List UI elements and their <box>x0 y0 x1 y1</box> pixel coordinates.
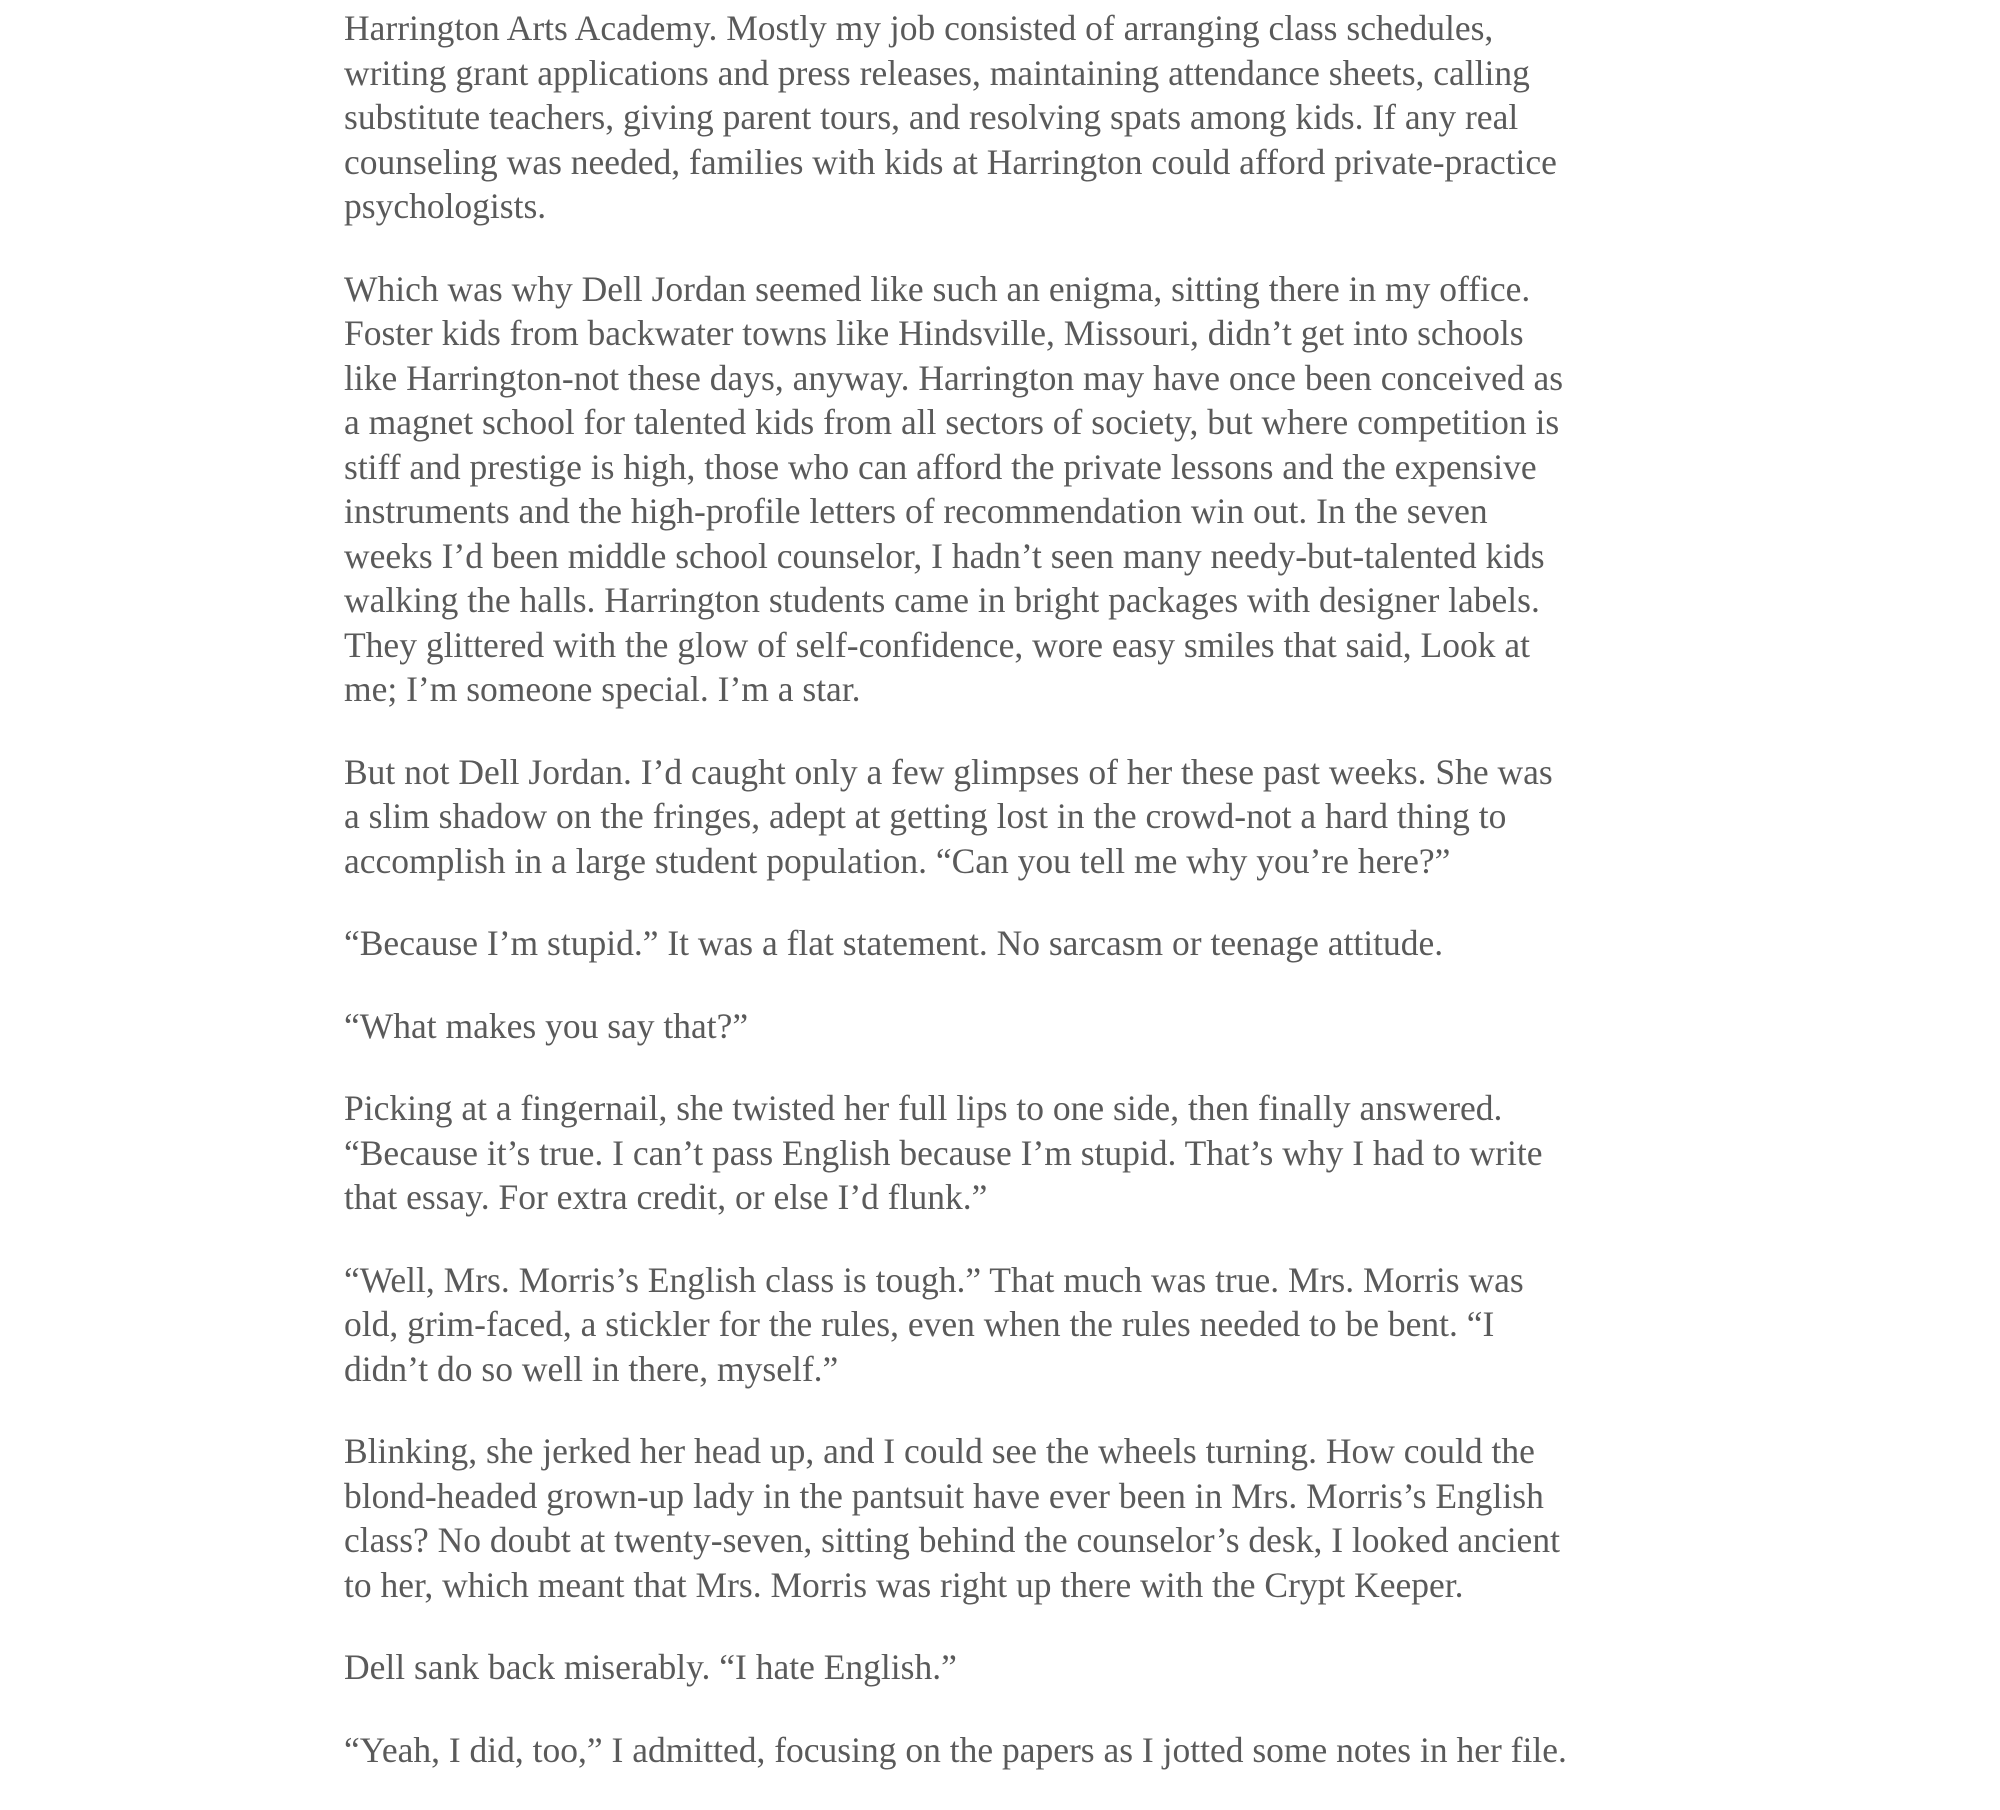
text-line: “Well, Mrs. Morris’s English class is tough.” That much was true. Mrs. Morris was <box>344 1259 1524 1300</box>
text-line: Which was why Dell Jordan seemed like such an enigma, sitting there in my office. <box>344 268 1531 309</box>
text-line: Blinking, she jerked her head up, and I could see the wheels turning. How could the <box>344 1431 1535 1471</box>
document-page <box>344 6 1674 1810</box>
text-line: that essay. For extra credit, or else I’d flunk.” <box>344 1177 988 1217</box>
text-line: writing grant applications and press releases, maintaining attendance sheets, calling <box>344 52 1530 93</box>
paragraph-2 <box>344 267 1674 712</box>
paragraph-7 <box>344 1258 1674 1392</box>
text-line: like Harrington-not these days, anyway. Harrington may have once been conceived as <box>344 357 1564 398</box>
text-line: a magnet school for talented kids from all sectors of society, but where competition is <box>344 402 1560 442</box>
paragraph-8 <box>344 1429 1674 1607</box>
text-line: didn’t do so well in there, myself.” <box>344 1348 839 1389</box>
text-line: Dell sank back miserably. “I hate English.” <box>344 1647 957 1687</box>
text-line: psychologists. <box>344 186 547 226</box>
text-line: “Yeah, I did, too,” I admitted, focusing on the papers as I jotted some notes in her file. <box>344 1729 1567 1770</box>
text-line: accomplish in a large student population. “Can you tell me why you’re here?” <box>344 840 1451 881</box>
text-line: counseling was needed, families with kids at Harrington could afford private-practice <box>344 141 1557 182</box>
text-line: old, grim-faced, a stickler for the rules, even when the rules needed to be bent. “I <box>344 1304 1495 1344</box>
text-line: But not Dell Jordan. I’d caught only a few glimpses of her these past weeks. She was <box>344 751 1553 792</box>
paragraph-4 <box>344 921 1674 966</box>
text-line: blond-headed grown-up lady in the pantsuit have ever been in Mrs. Morris’s English <box>344 1475 1544 1516</box>
text-line: weeks I’d been middle school counselor, I hadn’t seen many needy-but-talented kids <box>344 535 1545 576</box>
text-line: “Because it’s true. I can’t pass English because I’m stupid. That’s why I had to write <box>344 1132 1543 1173</box>
text-line: Foster kids from backwater towns like Hindsville, Missouri, didn’t get into schools <box>344 313 1524 353</box>
text-line: to her, which meant that Mrs. Morris was right up there with the Crypt Keeper. <box>344 1564 1464 1605</box>
paragraph-5 <box>344 1004 1674 1049</box>
text-line: me; I’m someone special. I’m a star. <box>344 669 861 709</box>
text-line: a slim shadow on the fringes, adept at getting lost in the crowd-not a hard thing to <box>344 796 1507 836</box>
text-line: Harrington Arts Academy. Mostly my job consisted of arranging class schedules, <box>344 8 1494 48</box>
text-line: class? No doubt at twenty-seven, sitting behind the counselor’s desk, I looked ancient <box>344 1520 1560 1560</box>
text-line: substitute teachers, giving parent tours, and resolving spats among kids. If any real <box>344 97 1519 137</box>
paragraph-6 <box>344 1086 1674 1220</box>
text-line: stiff and prestige is high, those who can afford the private lessons and the expensive <box>344 446 1537 487</box>
paragraph-1 <box>344 6 1674 229</box>
text-line: They glittered with the glow of self-confidence, wore easy smiles that said, Look at <box>344 624 1530 665</box>
paragraph-3 <box>344 750 1674 884</box>
text-line: “What makes you say that?” <box>344 1005 749 1046</box>
text-line: Picking at a fingernail, she twisted her full lips to one side, then finally answered. <box>344 1088 1503 1128</box>
text-line: instruments and the high-profile letters of recommendation win out. In the seven <box>344 491 1488 531</box>
text-line: walking the halls. Harrington students came in bright packages with designer labels. <box>344 580 1540 620</box>
paragraph-9 <box>344 1645 1674 1690</box>
paragraph-10 <box>344 1728 1674 1773</box>
text-line: “Because I’m stupid.” It was a flat statement. No sarcasm or teenage attitude. <box>344 923 1444 963</box>
